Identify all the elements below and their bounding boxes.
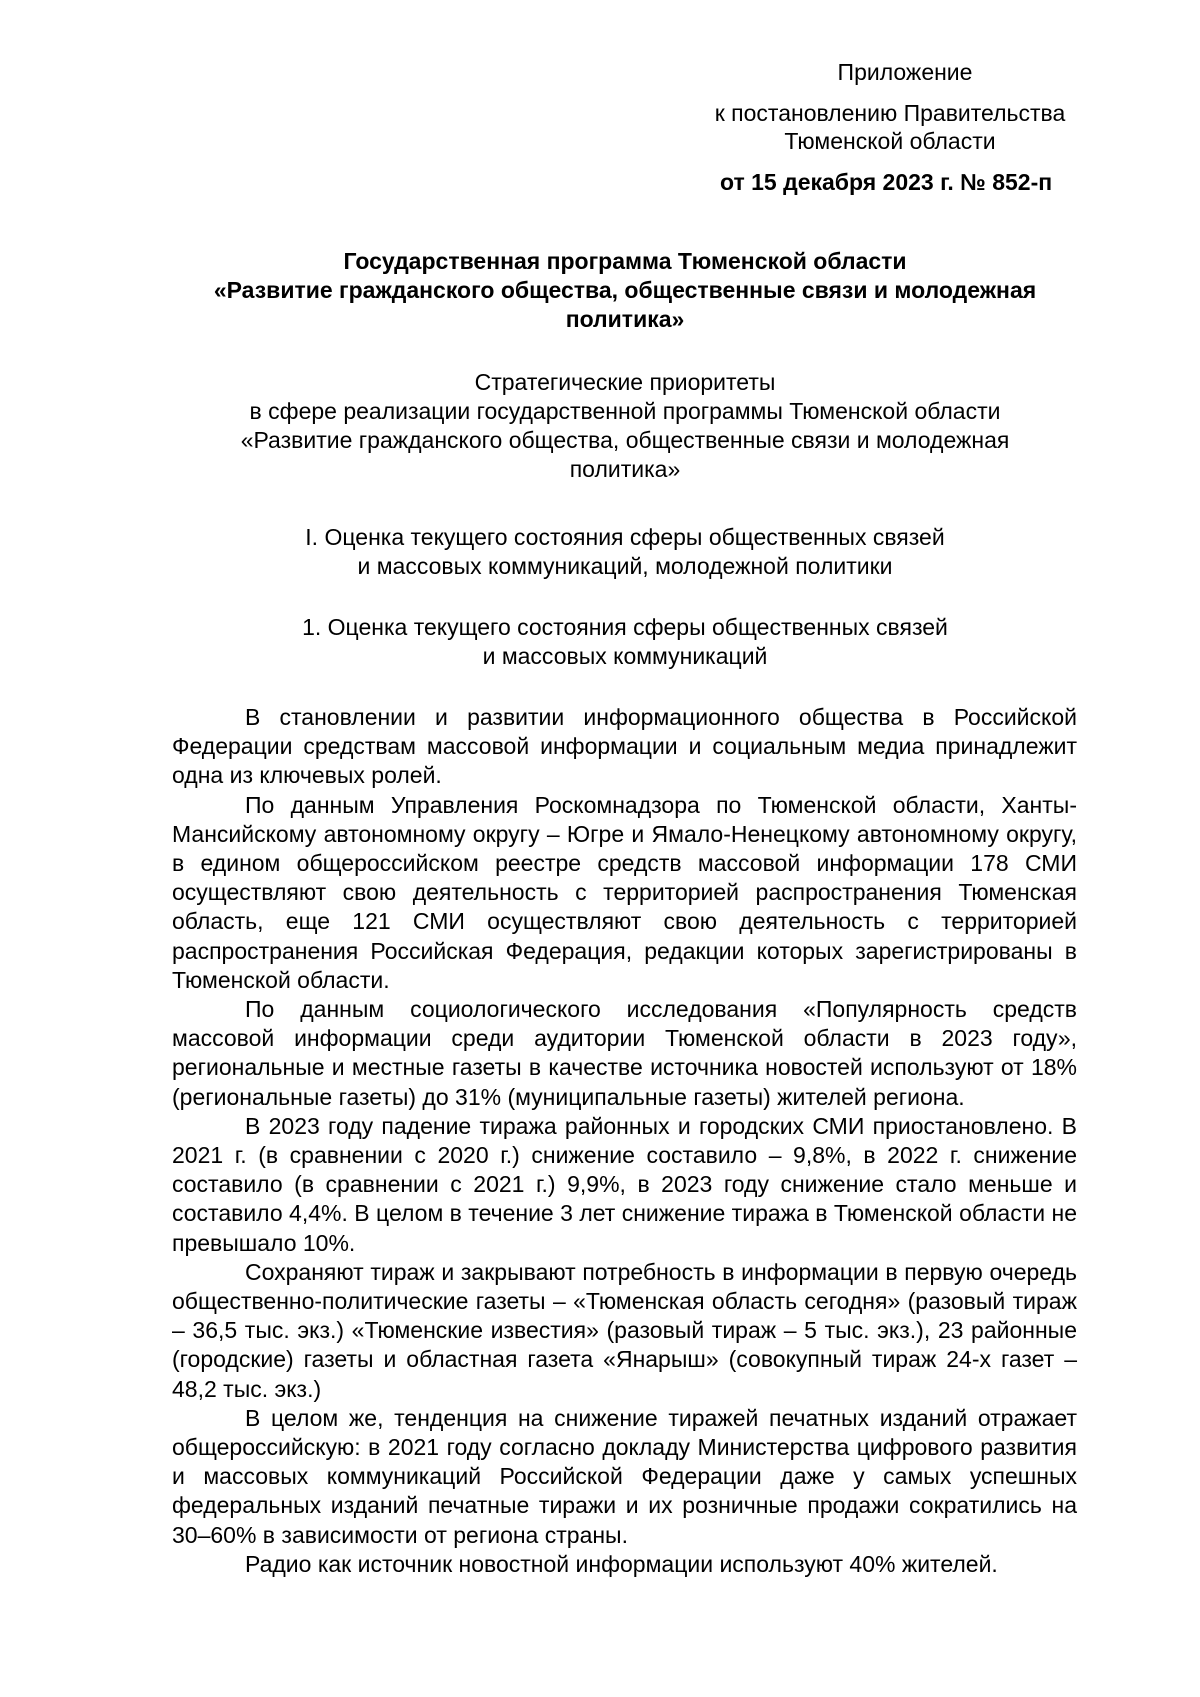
priorities-heading-line3: «Развитие гражданского общества, общественные связи и молодежная	[240, 427, 1010, 453]
program-title-line2: «Развитие гражданского общества, общественные связи и молодежная	[213, 277, 1037, 303]
paragraph: В становлении и развитии информационного общества в Российской Федерации средствам массовой информации и социальным медиа принадлежит одна из ключевых ролей.	[172, 704, 1077, 789]
resolution-reference-line2: Тюменской области	[784, 128, 996, 154]
program-title-line1: Государственная программа Тюменской области	[343, 248, 907, 274]
subsection-heading-line2: и массовых коммуникаций	[482, 643, 768, 669]
paragraph: По данным Управления Роскомнадзора по Тюменской области, Ханты-Мансийскому автономному округу – Югре и Ямало-Ненецкому автономному округу, в едином общероссийском реестре средств массовой информации 178 СМИ осуществляют свою деятельность с территорией распространения Тюменская область, еще 121 СМИ осуществляют свою деятельность с территорией распространения Российская Федерация, редакции которых зарегистрированы в Тюменской области.	[172, 791, 1077, 993]
program-title-line3: политика»	[565, 306, 685, 332]
resolution-date-number: от 15 декабря 2023 г. № 852-п	[720, 169, 1053, 195]
priorities-heading-line2: в сфере реализации государственной программы Тюменской области	[249, 398, 1001, 424]
section-heading-line2: и массовых коммуникаций, молодежной политики	[357, 553, 893, 579]
priorities-heading	[170, 368, 1080, 484]
priorities-heading-line1: Стратегические приоритеты	[474, 369, 776, 395]
paragraph: Сохраняют тираж и закрывают потребность в информации в первую очередь общественно-политические газеты – «Тюменская область сегодня» (разовый тираж – 36,5 тыс. экз.) «Тюменские известия» (разовый тираж – 5 тыс. экз.), 23 районные (городские) газеты и областная газета «Янарыш» (совокупный тираж 24-х газет – 48,2 тыс. экз.)	[172, 1258, 1077, 1402]
program-title	[170, 247, 1080, 334]
section-heading-line1: I. Оценка текущего состояния сферы общественных связей	[305, 524, 945, 550]
paragraph: В 2023 году падение тиража районных и городских СМИ приостановлено. В 2021 г. (в сравнении с 2020 г.) снижение составило – 9,8%, в 2022 г. снижение составило (в сравнении с 2021 г.) 9,9%, в 2023 году снижение стало меньше и составило 4,4%. В целом в течение 3 лет снижение тиража в Тюменской области не превышало 10%.	[172, 1112, 1077, 1256]
subsection-heading-line1: 1. Оценка текущего состояния сферы общественных связей	[302, 614, 948, 640]
resolution-reference-line1: к постановлению Правительства	[714, 100, 1066, 126]
subsection-heading	[170, 613, 1080, 671]
paragraph: Радио как источник новостной информации используют 40% жителей.	[245, 1550, 998, 1577]
appendix-header	[660, 58, 1120, 196]
priorities-heading-line4: политика»	[569, 456, 681, 482]
body-text	[172, 703, 1077, 1579]
appendix-label: Приложение	[837, 59, 973, 85]
paragraph: В целом же, тенденция на снижение тиражей печатных изданий отражает общероссийскую: в 2021 году согласно докладу Министерства цифрового развития и массовых коммуникаций Российской Федерации даже у самых успешных федеральных изданий печатные тиражи и их розничные продажи сократились на 30–60% в зависимости от региона страны.	[172, 1404, 1077, 1548]
section-heading	[170, 523, 1080, 581]
paragraph: По данным социологического исследования «Популярность средств массовой информации среди аудитории Тюменской области в 2023 году», региональные и местные газеты в качестве источника новостей используют от 18% (региональные газеты) до 31% (муниципальные газеты) жителей региона.	[172, 996, 1077, 1110]
